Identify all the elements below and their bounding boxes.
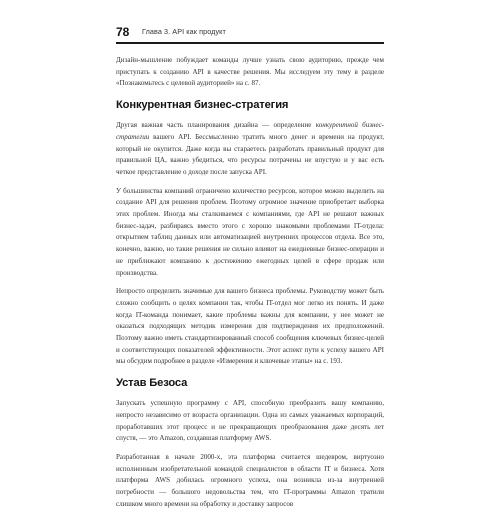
- spacer: [116, 391, 384, 398]
- paragraph-text: Другая важная часть планирования дизайна — определение: [116, 121, 316, 130]
- paragraph-strategy-3: Непросто определить значимые для вашего бизнеса проблемы. Руководству может быть сложно сообщить о целях компании так, чтобы IT-отдел мог легко их понять. И даже когда IT-команда понимает, какие проблемы важны для компании, у нее может не оказаться подходящих методик измерения для подтверждения их предположений. Поэтому важно иметь стандартизированный способ сообщения ключевых бизнес-целей и соответствующих показателей эффективности. Этот аспект пути к успеху вашего API мы обсудим подробнее в разделе «Измерения и ключевые этапы» на с. 193.: [116, 287, 384, 366]
- spacer: [116, 179, 384, 186]
- spacer: [116, 90, 384, 98]
- section-heading-competitive-strategy: Конкурентная бизнес-стратегия: [116, 99, 289, 112]
- intro-paragraph: Дизайн-мышление побуждает команды лучше узнать свою аудиторию, прежде чем приступать к созданию API в качестве решения. Мы исследуем эту тему в разделе «Познакомьтесь с целевой аудиторией» на с. 87.: [116, 56, 384, 88]
- running-head: [116, 24, 384, 44]
- spacer: [116, 445, 384, 452]
- paragraph-strategy-2: У большинства компаний ограничено количество ресурсов, которое можно выделить на создание API для решения проблем. Поэтому огромное значение приобретает выборка этих проблем. Иногда мы сталкиваемся с компаниями, где API не решают важных бизнес-задач, разбираясь вместо этого с хорошо знакомыми проблемами IT-отдела: открытием таблиц данных или автоматизацией внутренних процессов отдела. Все это, конечно, важно, но такие решения не сильно влияют на ежедневные бизнес-операции и не приближают компанию к достижению ежегодных целей в сфере продаж или производства.: [116, 186, 384, 277]
- emphasis-text: конкурентной бизнес-стратегии: [116, 121, 384, 141]
- spacer: [116, 113, 384, 120]
- paragraph-text: вашего API. Бессмысленно тратить много денег и времени на продукт, который не окупится. Даже когда вы стараетесь разработать правильный продукт для правильной ЦА, важно убедиться, что ресурсы потрачены не впустую и у вас есть четкое представление о доходе после запуска API.: [116, 132, 384, 176]
- paragraph-strategy-1: [116, 120, 384, 179]
- spacer: [116, 368, 384, 376]
- section-heading-bezos-mandate: Устав Безоса: [116, 377, 188, 390]
- paragraph-bezos-1: Запускать успешную программу с API, способную преобразить вашу компанию, непросто независимо от возраста организации. Одна из самых уважаемых корпораций, проработавших этот процесс и не прекращающих преобразования даже десять лет спустя, — это Amazon, создавшая платформу AWS.: [116, 399, 384, 443]
- page-number: 78: [116, 25, 130, 39]
- paragraph-bezos-2: Разработанная в начале 2000-х, эта платформа считается шедевром, виртуозно исполненным изобретательной командой специалистов в области IT и бизнеса. Хотя платформа AWS добилась огромного успеха, она возникла из-за внутренней потребности — большого недовольства тем, что IT-программы Amazon тратили слишком много времени на обработку и доставку запросов: [116, 452, 384, 508]
- chapter-title: Глава 3. API как продукт: [142, 27, 226, 36]
- spacer: [116, 279, 384, 286]
- text-column: [116, 55, 384, 511]
